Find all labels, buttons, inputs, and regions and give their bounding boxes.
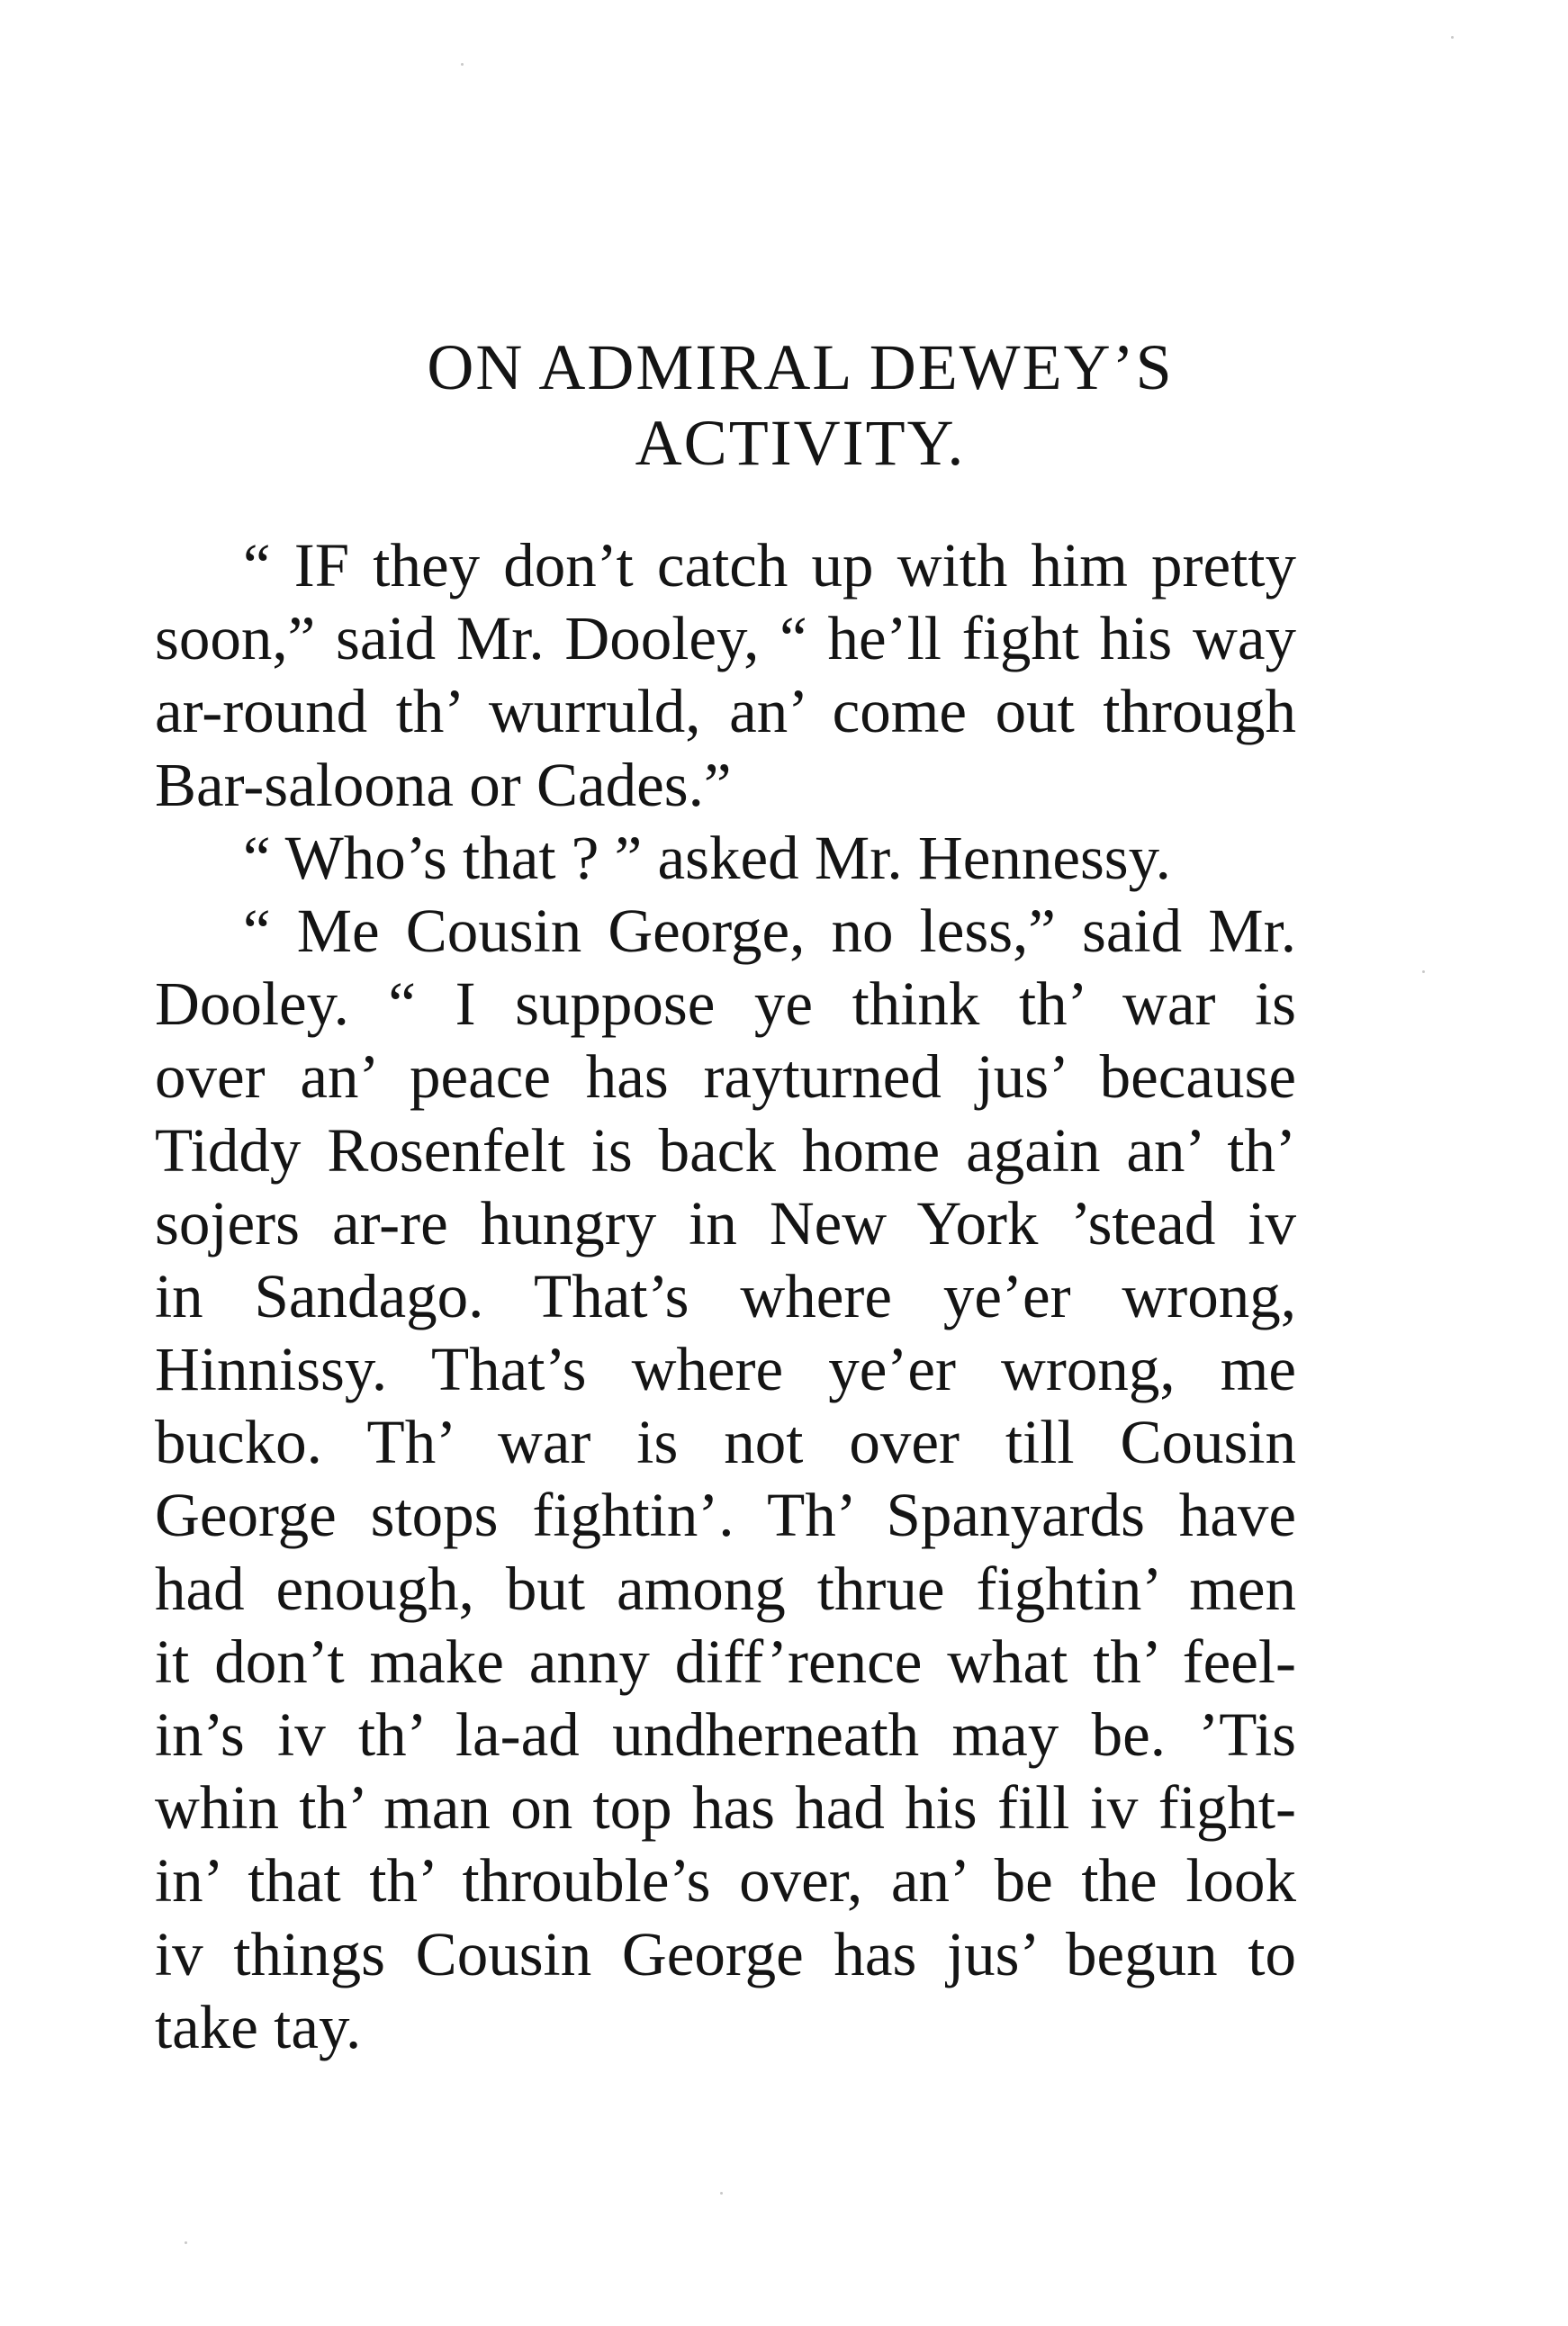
text-line: “ Me Cousin George, no less,” said Mr. — [243, 896, 1296, 965]
chapter-body-text — [155, 529, 1296, 2064]
text-line: bucko. Th’ war is not over till Cousin — [155, 1408, 1296, 1477]
text-line: had enough, but among thrue fightin’ men — [155, 1554, 1296, 1623]
text-line: over an’ peace has rayturned jus’ because — [155, 1042, 1296, 1112]
text-line: Dooley. “ I suppose ye think th’ war is — [155, 969, 1296, 1039]
text-line: “ Who’s that ? ” asked Mr. Hennessy. — [243, 823, 1171, 892]
text-line: whin th’ man on top has had his fill iv fight- — [155, 1773, 1296, 1843]
chapter-title-line-1: ON ADMIRAL DEWEY’S — [427, 331, 1174, 403]
text-line: Hinnissy. That’s where ye’er wrong, me — [155, 1335, 1296, 1404]
paper-speck — [1451, 36, 1454, 39]
text-line: sojers ar-re hungry in New York ’stead iv — [155, 1188, 1296, 1258]
paper-speck — [1422, 970, 1425, 973]
text-line: ar-round th’ wurruld, an’ come out through — [155, 677, 1296, 746]
text-line: Tiddy Rosenfelt is back home again an’ th’ — [155, 1115, 1296, 1185]
text-line: “ IF they don’t catch up with him pretty — [243, 531, 1296, 600]
chapter-title-line-2: ACTIVITY. — [635, 407, 966, 479]
text-line: George stops fightin’. Th’ Spanyards have — [155, 1481, 1296, 1550]
text-line: it don’t make anny diff’rence what th’ feel- — [155, 1627, 1296, 1696]
paper-speck — [720, 2192, 723, 2195]
text-line: in’ that th’ throuble’s over, an’ be the look — [155, 1846, 1296, 1916]
text-line: soon,” said Mr. Dooley, “ he’ll fight his way — [155, 604, 1296, 673]
text-line: in Sandago. That’s where ye’er wrong, — [155, 1261, 1296, 1330]
paper-speck — [461, 63, 464, 66]
text-line: iv things Cousin George has jus’ begun to — [155, 1919, 1296, 1988]
paper-speck — [185, 2241, 187, 2244]
text-line: in’s iv th’ la-ad undherneath may be. ’Tis — [155, 1700, 1296, 1769]
text-line: Bar-saloona or Cades.” — [155, 750, 732, 819]
text-line: take tay. — [155, 1992, 362, 2061]
